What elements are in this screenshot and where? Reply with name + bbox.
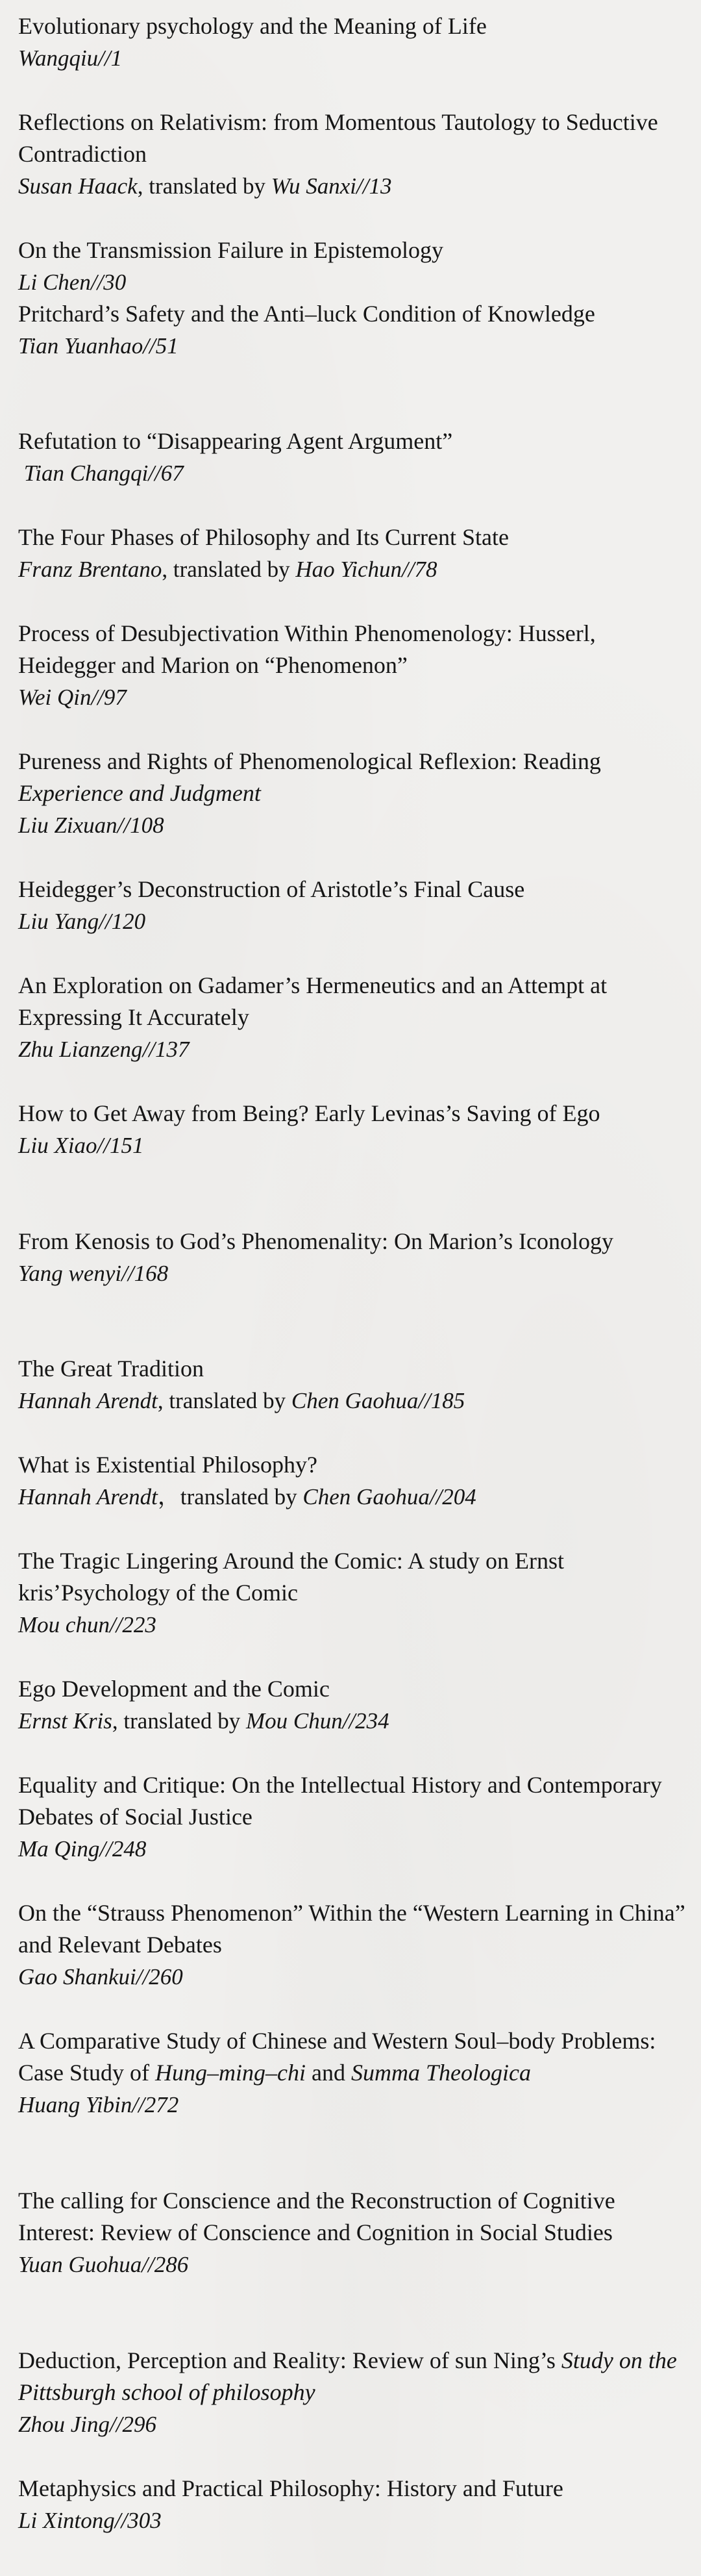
page-number: 30: [103, 270, 127, 295]
byline: [18, 1833, 687, 1865]
toc-entry[interactable]: [18, 425, 452, 489]
toc-entry[interactable]: [18, 1673, 389, 1737]
byline: [18, 1705, 389, 1737]
byline: [18, 330, 595, 362]
page-number: 51: [155, 333, 178, 359]
byline: [18, 42, 487, 74]
translator-name: Wu Sanxi: [271, 173, 357, 199]
article-title-text: Pureness and Rights of Phenomenological Reflexion: Reading: [18, 748, 601, 774]
page-number: 204: [442, 1484, 476, 1509]
byline: [18, 2408, 687, 2440]
toc-entry[interactable]: [18, 1449, 476, 1513]
toc-entry[interactable]: [18, 1353, 465, 1417]
author-name: Ma Qing: [18, 1836, 100, 1862]
page-number: 223: [122, 1612, 156, 1637]
author-name: Hannah Arendt: [18, 1388, 158, 1413]
page-number: 137: [155, 1037, 190, 1062]
author-name: Yuan Guohua: [18, 2252, 142, 2277]
article-title-text: and: [305, 2060, 351, 2086]
article-title: [18, 2345, 687, 2408]
page-separator: //: [142, 1037, 156, 1062]
page-separator: //: [342, 1708, 356, 1734]
page-separator: //: [109, 2412, 123, 2437]
byline: [18, 1481, 476, 1513]
translated-by-label: ，translated by: [157, 1484, 303, 1509]
page-number: 97: [103, 685, 127, 710]
toc-entry[interactable]: [18, 2473, 563, 2536]
byline: [18, 2249, 687, 2280]
page-number: 1: [110, 45, 123, 71]
toc-entry[interactable]: [18, 2185, 687, 2280]
page-number: 120: [111, 909, 146, 934]
article-title: Refutation to “Disappearing Agent Argument”: [18, 428, 453, 454]
page-separator: //: [99, 1836, 112, 1862]
toc-entry[interactable]: [18, 1897, 687, 1993]
toc-entry[interactable]: [18, 2025, 687, 2121]
page-separator: //: [136, 1964, 149, 1989]
article-title: The Tragic Lingering Around the Comic: A study on Ernst kris’Psychology of the Comic: [18, 1548, 564, 1606]
author-name: Liu Yang: [18, 909, 99, 934]
article-title: The calling for Conscience and the Reconstruction of Cognitive Interest: Review of Conscience and Cognition in Social Studies: [18, 2188, 615, 2245]
article-title-text: A Comparative Study of Chinese and Western Soul–body Problems: Case Study of: [18, 2028, 656, 2086]
byline: [18, 2089, 687, 2121]
byline: [18, 1130, 600, 1161]
author-name: Gao Shankui: [18, 1964, 136, 1989]
page-number: 13: [369, 173, 392, 199]
article-title: On the Transmission Failure in Epistemology: [18, 237, 444, 263]
toc-entry[interactable]: [18, 970, 687, 1065]
page-number: 296: [122, 2412, 156, 2437]
book-title: Summa Theologica: [350, 2060, 531, 2086]
book-title: Hung–ming–chi: [155, 2060, 306, 2086]
toc-entry[interactable]: [18, 746, 687, 841]
byline: [18, 170, 687, 202]
byline: [18, 1257, 613, 1289]
byline: [18, 553, 509, 585]
author-name: Tian Yuanhao: [18, 333, 143, 359]
author-name: Li Chen: [18, 270, 91, 295]
article-title: The Great Tradition: [18, 1356, 204, 1382]
page-number: 234: [355, 1708, 389, 1734]
toc-entry[interactable]: [18, 522, 509, 585]
toc-entry[interactable]: [18, 1769, 687, 1865]
author-name: Yang wenyi: [18, 1261, 122, 1286]
article-title: [18, 2025, 687, 2089]
page-number: 67: [160, 461, 184, 486]
page-separator: //: [97, 1133, 110, 1158]
article-title: Heidegger’s Deconstruction of Aristotle’s Final Cause: [18, 876, 525, 902]
translated-by-label: , translated by: [137, 173, 271, 199]
article-title: What is Existential Philosophy?: [18, 1452, 317, 1478]
author-name: Wei Qin: [18, 685, 92, 710]
author-name: Li Xintong: [18, 2508, 115, 2533]
book-title: Study on the Pittsburgh school of philosophy: [18, 2347, 677, 2405]
byline: [18, 1385, 465, 1417]
page-number: 78: [414, 557, 437, 582]
toc-entry[interactable]: [18, 1545, 687, 1641]
toc-entry[interactable]: [18, 1098, 600, 1161]
translator-name: Mou Chun: [245, 1708, 343, 1734]
page-separator: //: [114, 2508, 128, 2533]
byline: [18, 1609, 687, 1641]
toc-entry[interactable]: [18, 874, 524, 937]
article-title-text: Deduction, Perception and Reality: Review of sun Ning’s: [18, 2347, 561, 2373]
page-separator: //: [429, 1484, 443, 1509]
article-title: How to Get Away from Being? Early Levinas’s Saving of Ego: [18, 1100, 600, 1126]
page-separator: //: [356, 173, 369, 199]
article-title: Pritchard’s Safety and the Anti–luck Condition of Knowledge: [18, 301, 595, 327]
author-name: Liu Xiao: [18, 1133, 97, 1158]
author-name: Wangqiu: [18, 45, 99, 71]
article-title: The Four Phases of Philosophy and Its Current State: [18, 524, 509, 550]
page-number: 272: [144, 2092, 179, 2117]
author-name: Franz Brentano: [18, 557, 162, 582]
page-number: 185: [430, 1388, 465, 1413]
translated-by-label: , translated by: [157, 1388, 291, 1413]
article-title: Equality and Critique: On the Intellectual History and Contemporary Debates of Social Justice: [18, 1772, 662, 1830]
article-title: An Exploration on Gadamer’s Hermeneutics and an Attempt at Expressing It Accurately: [18, 972, 608, 1030]
byline: [18, 1961, 687, 1993]
author-name: Susan Haack: [18, 173, 138, 199]
translator-name: Hao Yichun: [295, 557, 402, 582]
byline: [18, 1033, 687, 1065]
byline: [18, 2505, 563, 2536]
page-number: 303: [127, 2508, 162, 2533]
page-separator: //: [402, 557, 415, 582]
book-title: Experience and Judgment: [18, 780, 261, 806]
page-separator: //: [98, 45, 111, 71]
toc-entry[interactable]: [18, 234, 443, 298]
translated-by-label: , translated by: [162, 557, 296, 582]
byline: [18, 457, 452, 489]
page-separator: //: [121, 1261, 134, 1286]
byline: [18, 266, 443, 298]
page-separator: //: [90, 270, 104, 295]
byline: [18, 681, 687, 713]
article-title: Ego Development and the Comic: [18, 1676, 330, 1702]
article-title: Evolutionary psychology and the Meaning of Life: [18, 13, 487, 39]
author-name: Zhou Jing: [18, 2412, 110, 2437]
page-separator: //: [132, 2092, 145, 2117]
article-title: Process of Desubjectivation Within Phenomenology: Husserl, Heidegger and Marion on “Phenomenon”: [18, 620, 596, 678]
toc-entry[interactable]: [18, 2345, 687, 2440]
page-separator: //: [143, 333, 156, 359]
toc-entry[interactable]: [18, 107, 687, 202]
article-title: On the “Strauss Phenomenon” Within the “Western Learning in China” and Relevant Debates: [18, 1900, 685, 1958]
translator-name: Chen Gaohua: [302, 1484, 430, 1509]
translated-by-label: , translated by: [112, 1708, 246, 1734]
page-separator: //: [109, 1612, 123, 1637]
page-number: 168: [134, 1261, 169, 1286]
toc-entry[interactable]: [18, 1226, 613, 1289]
author-name: Ernst Kris: [18, 1708, 112, 1734]
author-name: Tian Changqi: [18, 461, 149, 486]
page-separator: //: [99, 909, 112, 934]
page-separator: //: [117, 813, 130, 838]
toc-entry[interactable]: [18, 298, 595, 362]
author-name: Zhu Lianzeng: [18, 1037, 143, 1062]
page-number: 108: [130, 813, 164, 838]
translator-name: Chen Gaohua: [291, 1388, 419, 1413]
author-name: Mou chun: [18, 1612, 110, 1637]
author-name: Hannah Arendt: [18, 1484, 158, 1509]
author-name: Liu Zixuan: [18, 813, 117, 838]
page-number: 151: [110, 1133, 144, 1158]
toc-entry[interactable]: [18, 618, 687, 713]
byline: [18, 905, 524, 937]
page-number: 286: [154, 2252, 189, 2277]
page-separator: //: [91, 685, 104, 710]
article-title: Metaphysics and Practical Philosophy: History and Future: [18, 2475, 563, 2501]
page-separator: //: [418, 1388, 431, 1413]
page-separator: //: [148, 461, 161, 486]
author-name: Huang Yibin: [18, 2092, 132, 2117]
article-title: Reflections on Relativism: from Momentous Tautology to Seductive Contradiction: [18, 109, 658, 167]
article-title: [18, 746, 687, 809]
page-number: 248: [112, 1836, 147, 1862]
byline: [18, 809, 687, 841]
article-title: From Kenosis to God’s Phenomenality: On Marion’s Iconology: [18, 1228, 613, 1254]
page-separator: //: [141, 2252, 154, 2277]
page-number: 260: [149, 1964, 183, 1989]
toc-entry[interactable]: [18, 10, 487, 74]
